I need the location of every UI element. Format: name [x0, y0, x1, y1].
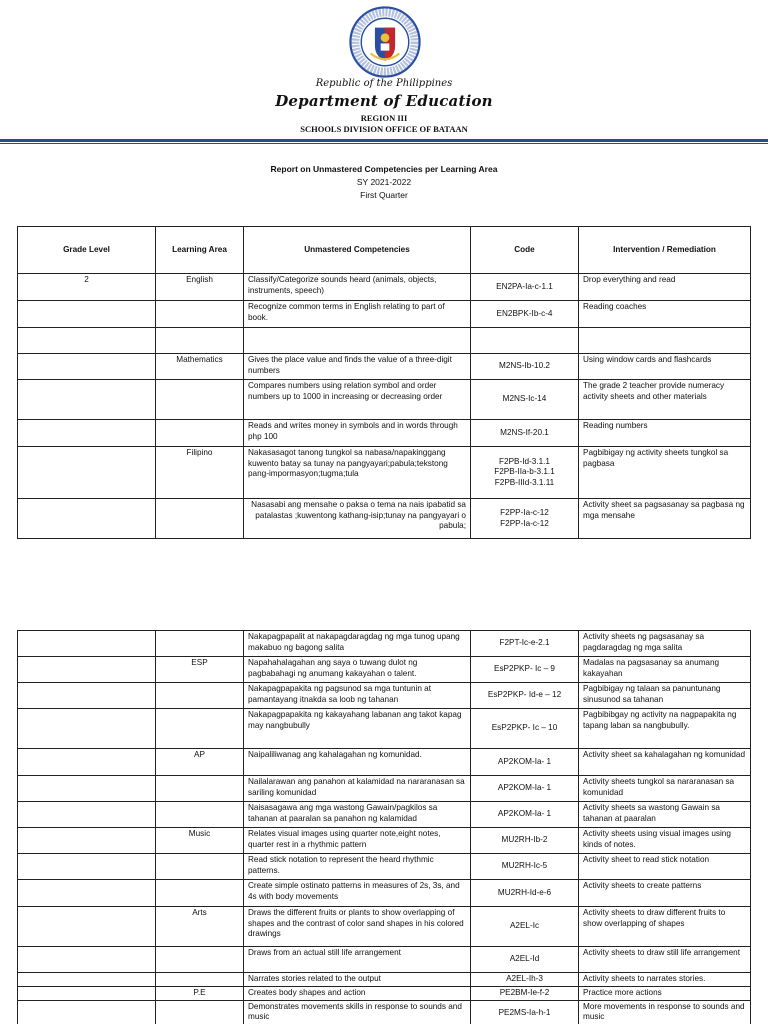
intervention-cell: Activity sheets to narrates stories.: [579, 973, 751, 987]
competency-cell: Creates body shapes and action: [244, 986, 471, 1000]
grade-level-cell: 2: [18, 274, 156, 301]
competency-cell: Read stick notation to represent the heard rhythmic patterns.: [244, 854, 471, 880]
intervention-cell: Drop everything and read: [579, 274, 751, 301]
intervention-cell: Activity sheets to create patterns: [579, 880, 751, 907]
code-cell: AP2KOM-Ia- 1: [471, 802, 579, 828]
intervention-cell: Activity sheets using visual images using kinds of notes.: [579, 828, 751, 854]
table-row: [18, 709, 751, 749]
competency-cell: Nakapagpapalit at nakapagdaragdag ng mga tunog upang makabuo ng bagong salita: [244, 631, 471, 657]
grade-level-cell: [18, 947, 156, 973]
competency-cell: Draws from an actual still life arrangement: [244, 947, 471, 973]
learning-area-cell: [156, 499, 244, 539]
intervention-cell: Madalas na pagsasanay sa anumang kakayahan: [579, 657, 751, 683]
learning-area-cell: [156, 1000, 244, 1024]
header-rule-thin: [0, 143, 768, 144]
department-title: Department of Education: [275, 92, 493, 110]
intervention-cell: Activity sheet sa pagsasanay sa pagbasa ng mga mensahe: [579, 499, 751, 539]
competency-cell: Nakasasagot tanong tungkol sa nabasa/napakinggang kuwento batay sa tunay na pangyayari;pabula;tekstong pang-impormasyon;tugma;tula: [244, 447, 471, 499]
code-cell: M2NS-Ib-10.2: [471, 354, 579, 380]
grade-level-cell: [18, 354, 156, 380]
code-cell: PE2MS-Ia-h-1: [471, 1000, 579, 1024]
learning-area-cell: [156, 776, 244, 802]
competency-cell: Demonstrates movements skills in response to sounds and music: [244, 1000, 471, 1024]
table-row: [18, 947, 751, 973]
intervention-cell: Reading coaches: [579, 301, 751, 328]
report-title: Report on Unmastered Competencies per Learning Area: [270, 164, 498, 174]
republic-line: Republic of the Philippines: [315, 78, 453, 89]
learning-area-cell: Music: [156, 828, 244, 854]
region-line: REGION III: [360, 113, 408, 123]
intervention-cell: Activity sheet sa kahalagahan ng komunidad: [579, 749, 751, 776]
competency-cell: Classify/Categorize sounds heard (animals, objects, instruments, speech): [244, 274, 471, 301]
table-row: [18, 1000, 751, 1024]
intervention-cell: Practice more actions: [579, 986, 751, 1000]
learning-area-cell: English: [156, 274, 244, 301]
grade-level-cell: [18, 986, 156, 1000]
grade-level-cell: [18, 499, 156, 539]
header-learning-area: Learning Area: [156, 227, 244, 274]
school-year: SY 2021-2022: [356, 177, 412, 187]
grade-level-cell: [18, 907, 156, 947]
code-cell: A2EL-Ic: [471, 907, 579, 947]
code-cell: F2PB-Id-3.1.1 F2PB-IIa-b-3.1.1 F2PB-IIId-3.1.11: [471, 447, 579, 499]
grade-level-cell: [18, 854, 156, 880]
table-row: [18, 749, 751, 776]
learning-area-cell: [156, 683, 244, 709]
table-row: [18, 631, 751, 657]
code-cell: [471, 328, 579, 354]
table-row: [18, 420, 751, 447]
grade-level-cell: [18, 802, 156, 828]
intervention-cell: Pagbibibgay ng activity na nagpapakita ng tapang laban sa nangbubully.: [579, 709, 751, 749]
grade-level-cell: [18, 880, 156, 907]
learning-area-cell: Arts: [156, 907, 244, 947]
competency-cell: Relates visual images using quarter note,eight notes, quarter rest in a rhythmic pattern: [244, 828, 471, 854]
grade-level-cell: [18, 683, 156, 709]
learning-area-cell: [156, 301, 244, 328]
competencies-table-1: [17, 226, 751, 539]
code-cell: M2NS-Ic-14: [471, 380, 579, 420]
competency-cell: Create simple ostinato patterns in measures of 2s, 3s, and 4s with body movements: [244, 880, 471, 907]
table-row: [18, 301, 751, 328]
code-cell: EsP2PKP- Id-e – 12: [471, 683, 579, 709]
table-row: [18, 802, 751, 828]
grade-level-cell: [18, 447, 156, 499]
learning-area-cell: [156, 947, 244, 973]
table-row: [18, 854, 751, 880]
grade-level-cell: [18, 776, 156, 802]
intervention-cell: Pagbibigay ng activity sheets tungkol sa pagbasa: [579, 447, 751, 499]
quarter: First Quarter: [360, 190, 408, 200]
grade-level-cell: [18, 828, 156, 854]
header-grade-level: Grade Level: [18, 227, 156, 274]
competency-cell: Gives the place value and finds the value of a three-digit numbers: [244, 354, 471, 380]
intervention-cell: Reading numbers: [579, 420, 751, 447]
code-cell: EN2BPK-Ib-c-4: [471, 301, 579, 328]
competency-cell: Nakapagpapakita ng kakayahang labanan ang takot kapag may nangbubully: [244, 709, 471, 749]
grade-level-cell: [18, 709, 156, 749]
code-cell: MU2RH-Id-e-6: [471, 880, 579, 907]
learning-area-cell: AP: [156, 749, 244, 776]
grade-level-cell: [18, 631, 156, 657]
learning-area-cell: [156, 973, 244, 987]
competency-cell: Napahahalagahan ang saya o tuwang dulot ng pagbabahagi ng anumang kakayahan o talent.: [244, 657, 471, 683]
table-row: [18, 657, 751, 683]
grade-level-cell: [18, 973, 156, 987]
grade-level-cell: [18, 1000, 156, 1024]
competency-cell: Nakapagpapakita ng pagsunod sa mga tuntunin at pamantayang itnakda sa loob ng tahanan: [244, 683, 471, 709]
table-row: [18, 907, 751, 947]
table-row: [18, 973, 751, 987]
grade-level-cell: [18, 301, 156, 328]
code-cell: EsP2PKP- Ic – 10: [471, 709, 579, 749]
code-cell: A2EL-Id: [471, 947, 579, 973]
grade-level-cell: [18, 749, 156, 776]
competency-cell: [244, 328, 471, 354]
learning-area-cell: ESP: [156, 657, 244, 683]
grade-level-cell: [18, 380, 156, 420]
competency-cell: Nasasabi ang mensahe o paksa o tema na nais ipabatid sa patalastas ;kuwentong kathang-isip;tunay na pangyayari o pabula;: [244, 499, 471, 539]
header-intervention: Intervention / Remediation: [579, 227, 751, 274]
competency-cell: Naisasagawa ang mga wastong Gawain/pagkilos sa tahanan at paaralan sa panahon ng kalamidad: [244, 802, 471, 828]
code-cell: EN2PA-Ia-c-1.1: [471, 274, 579, 301]
division-line: SCHOOLS DIVISION OFFICE OF BATAAN: [300, 124, 468, 134]
intervention-cell: Activity sheets to draw different fruits to show overlapping of shapes: [579, 907, 751, 947]
header-code: Code: [471, 227, 579, 274]
intervention-cell: Using window cards and flashcards: [579, 354, 751, 380]
intervention-cell: Pagbibigay ng talaan sa panuntunang sinusunod sa tahanan: [579, 683, 751, 709]
intervention-cell: Activity sheets sa wastong Gawain sa tahanan at paaralan: [579, 802, 751, 828]
code-cell: EsP2PKP- Ic – 9: [471, 657, 579, 683]
learning-area-cell: Mathematics: [156, 354, 244, 380]
intervention-cell: Activity sheet to read stick notation: [579, 854, 751, 880]
learning-area-cell: [156, 380, 244, 420]
competency-cell: Compares numbers using relation symbol and order numbers up to 1000 in increasing or decreasing order: [244, 380, 471, 420]
competency-cell: Narrates stories related to the output: [244, 973, 471, 987]
competency-cell: Naipaliliwanag ang kahalagahan ng komunidad.: [244, 749, 471, 776]
learning-area-cell: [156, 880, 244, 907]
code-cell: F2PP-Ia-c-12 F2PP-Ia-c-12: [471, 499, 579, 539]
learning-area-cell: [156, 854, 244, 880]
table-row: [18, 274, 751, 301]
intervention-cell: Activity sheets tungkol sa nararanasan sa komunidad: [579, 776, 751, 802]
code-cell: PE2BM-Ie-f-2: [471, 986, 579, 1000]
competency-cell: Nailalarawan ang panahon at kalamidad na nararanasan sa sariling komunidad: [244, 776, 471, 802]
table-row: [18, 380, 751, 420]
intervention-cell: Activity sheets to draw still life arrangement: [579, 947, 751, 973]
deped-seal-logo: [349, 6, 421, 78]
intervention-cell: More movements in response to sounds and music: [579, 1000, 751, 1024]
learning-area-cell: [156, 709, 244, 749]
header-unmastered-competencies: Unmastered Competencies: [244, 227, 471, 274]
table-row: [18, 499, 751, 539]
table-row: [18, 683, 751, 709]
intervention-cell: The grade 2 teacher provide numeracy activity sheets and other materials: [579, 380, 751, 420]
code-cell: M2NS-If-20.1: [471, 420, 579, 447]
learning-area-cell: [156, 631, 244, 657]
table-row: [18, 828, 751, 854]
grade-level-cell: [18, 657, 156, 683]
competency-cell: Draws the different fruits or plants to show overlapping of shapes and the contrast of color sand shapes in his colored drawings: [244, 907, 471, 947]
code-cell: A2EL-Ih-3: [471, 973, 579, 987]
competency-cell: Recognize common terms in English relating to part of book.: [244, 301, 471, 328]
code-cell: AP2KOM-Ia- 1: [471, 749, 579, 776]
table-row: [18, 986, 751, 1000]
learning-area-cell: [156, 802, 244, 828]
code-cell: MU2RH-Ib-2: [471, 828, 579, 854]
learning-area-cell: Filipino: [156, 447, 244, 499]
table-row: [18, 328, 751, 354]
table-row: [18, 880, 751, 907]
table-row: [18, 776, 751, 802]
grade-level-cell: [18, 328, 156, 354]
competency-cell: Reads and writes money in symbols and in words through php 100: [244, 420, 471, 447]
learning-area-cell: [156, 420, 244, 447]
grade-level-cell: [18, 420, 156, 447]
header-rule: [0, 139, 768, 142]
learning-area-cell: P.E: [156, 986, 244, 1000]
code-cell: F2PT-Ic-e-2.1: [471, 631, 579, 657]
table-row: [18, 354, 751, 380]
intervention-cell: [579, 328, 751, 354]
code-cell: MU2RH-Ic-5: [471, 854, 579, 880]
table-row: [18, 447, 751, 499]
intervention-cell: Activity sheets ng pagsasanay sa pagdaragdag ng mga salita: [579, 631, 751, 657]
code-cell: AP2KOM-Ia- 1: [471, 776, 579, 802]
learning-area-cell: [156, 328, 244, 354]
competencies-table-2: [17, 630, 751, 1024]
